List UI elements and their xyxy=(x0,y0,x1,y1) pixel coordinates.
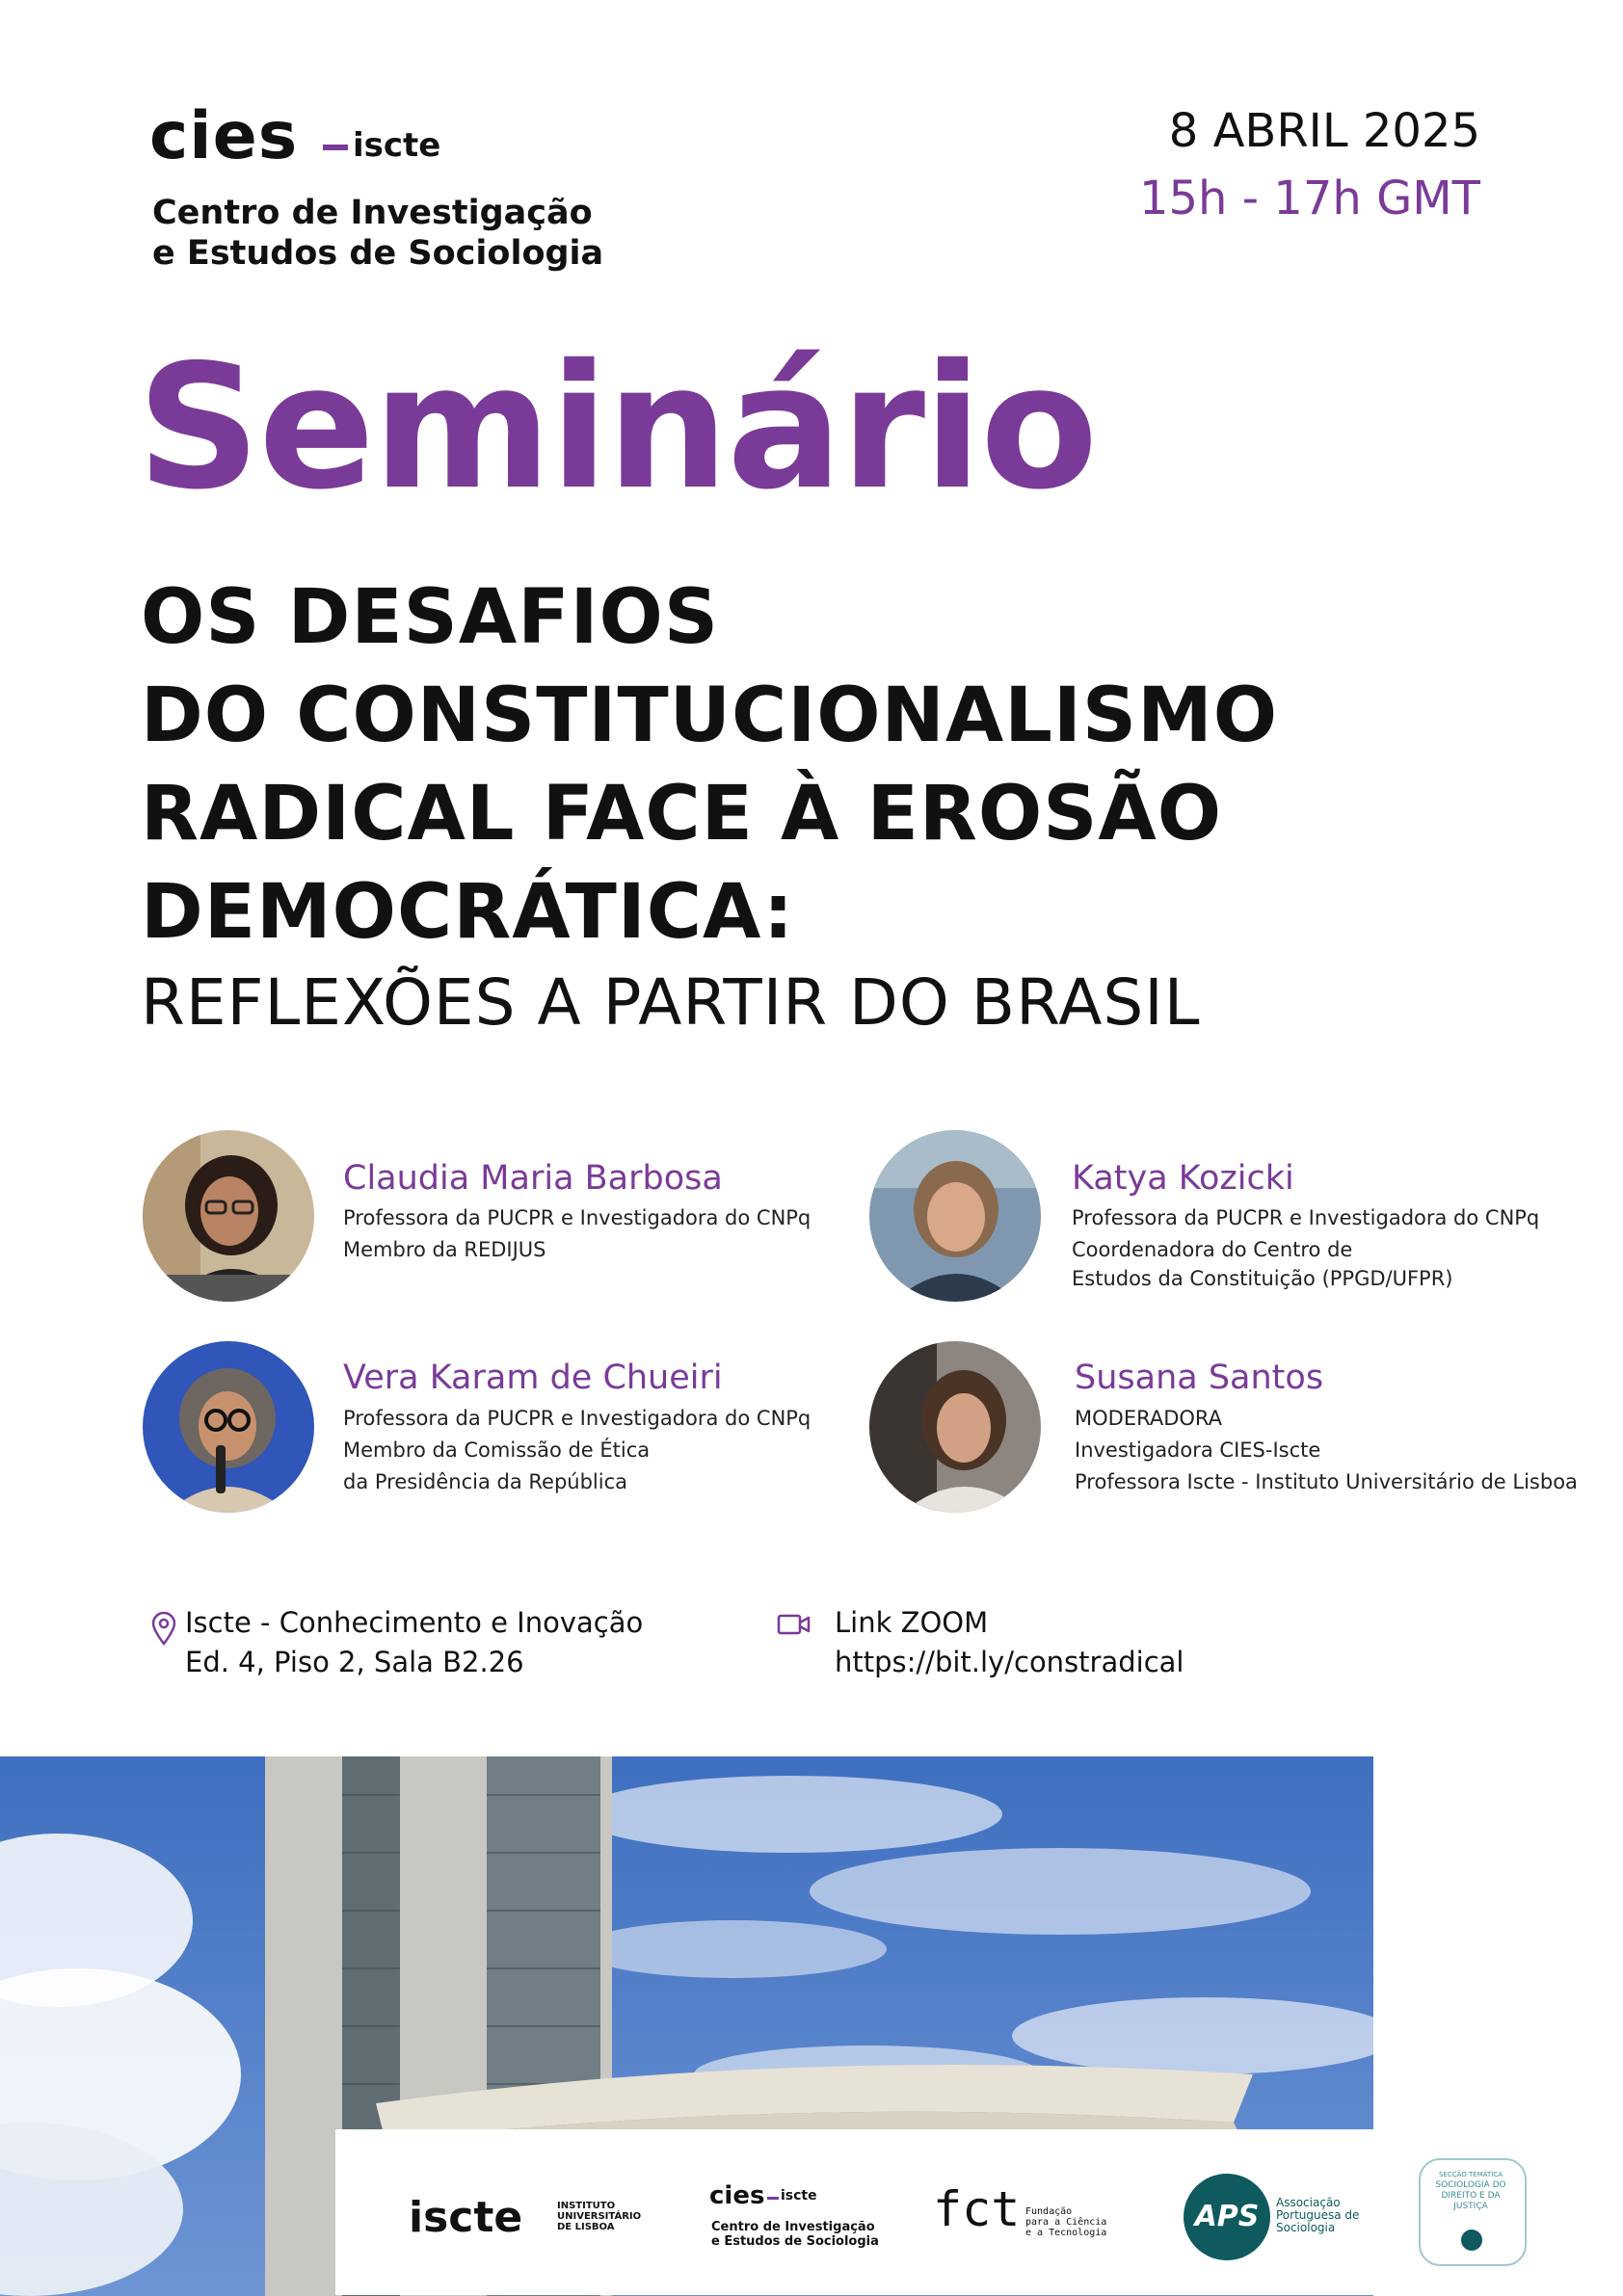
logo-sub-line: Fundação xyxy=(1025,2206,1073,2217)
title-line: DO CONSTITUCIONALISMO xyxy=(141,673,1279,759)
org-name-line1: Centro de Investigação xyxy=(152,194,593,232)
speaker-details xyxy=(343,1403,811,1498)
logo-sub-line: INSTITUTO xyxy=(557,2201,616,2211)
event-time: 15h - 17h GMT xyxy=(1138,172,1480,225)
fct-logo: fct xyxy=(933,2181,1021,2237)
logo-sub-line: e a Tecnologia xyxy=(1025,2228,1107,2238)
speaker-detail-line: Coordenadora do Centro de xyxy=(1072,1238,1353,1261)
speaker-detail-line: Professora Iscte - Instituto Universitário de Lisboa xyxy=(1075,1470,1578,1493)
speaker-detail-line: Professora da PUCPR e Investigadora do CNPq xyxy=(343,1407,812,1430)
cies-logo-subtitle xyxy=(711,2220,879,2249)
location-line1: Iscte - Conhecimento e Inovação xyxy=(185,1606,644,1639)
speaker-detail-line: Estudos da Constituição (PPGD/UFPR) xyxy=(1072,1267,1453,1290)
speaker-detail-line: da Presidência da República xyxy=(343,1470,628,1493)
partner-logos-bar xyxy=(335,2129,1623,2295)
speaker-name: Vera Karam de Chueiri xyxy=(343,1359,723,1397)
logo-sub-line: JUSTIÇA xyxy=(1453,2202,1488,2211)
speaker-detail-line: MODERADORA xyxy=(1075,1407,1222,1430)
event-date: 8 ABRIL 2025 xyxy=(1168,104,1480,158)
avatar-susana xyxy=(869,1341,1041,1513)
title-line: OS DESAFIOS xyxy=(141,574,719,661)
org-name xyxy=(152,193,692,274)
logo-sub-line: Sociologia xyxy=(1276,2221,1336,2234)
logo-sub-line: para a Ciência xyxy=(1025,2217,1107,2228)
event-subtitle: REFLEXÕES A PARTIR DO BRASIL xyxy=(141,965,1201,1040)
speaker-details xyxy=(1072,1202,1539,1291)
avatar-katya xyxy=(869,1130,1041,1302)
iscte-logo-word: iscte xyxy=(353,126,441,165)
logo-sub-line: e Estudos de Sociologia xyxy=(711,2234,879,2249)
zoom-link[interactable]: https://bit.ly/constradical xyxy=(835,1646,1184,1678)
cies-logo: cies xyxy=(709,2181,765,2210)
location-info xyxy=(185,1603,643,1682)
speaker-detail-line: Investigadora CIES-Iscte xyxy=(1075,1438,1321,1462)
aps-logo: APS xyxy=(1194,2200,1260,2233)
logo-sub-line: SECÇÃO TEMÁTICA xyxy=(1438,2171,1503,2178)
video-camera-icon xyxy=(777,1613,812,1640)
logo-sub-line: UNIVERSITÁRIO xyxy=(557,2211,642,2222)
speaker-detail-line: Membro da Comissão de Ética xyxy=(343,1438,651,1462)
speaker-name: Katya Kozicki xyxy=(1072,1159,1294,1198)
aps-mini-icon xyxy=(1461,2230,1482,2251)
fct-logo-subtitle xyxy=(1025,2206,1106,2238)
speaker-name: Claudia Maria Barbosa xyxy=(343,1159,723,1198)
logo-sub-line: DE LISBOA xyxy=(557,2222,615,2232)
logo-sub-line: Centro de Investigação xyxy=(711,2220,875,2234)
speaker-detail-line: Professora da PUCPR e Investigadora do CNPq xyxy=(1072,1206,1540,1229)
location-line2: Ed. 4, Piso 2, Sala B2.26 xyxy=(185,1646,524,1678)
map-pin-icon xyxy=(150,1611,177,1649)
cies-logo-word: cies xyxy=(149,98,299,174)
avatar-claudia xyxy=(143,1130,314,1302)
speaker-name: Susana Santos xyxy=(1075,1359,1324,1397)
speaker-details xyxy=(343,1202,811,1266)
logo-sub-line: SOCIOLOGIA DO xyxy=(1435,2180,1506,2190)
title-line: DEMOCRÁTICA: xyxy=(141,869,795,956)
logo-sub-line: Portuguesa de xyxy=(1276,2208,1360,2222)
logo-sub-line: DIREITO E DA xyxy=(1441,2191,1501,2201)
seminario-heading: Seminário xyxy=(137,328,1097,527)
org-name-line2: e Estudos de Sociologia xyxy=(152,234,604,273)
cies-logo-iscte: iscte xyxy=(781,2188,817,2204)
logo-sub-line: Associação xyxy=(1276,2196,1341,2209)
seccao-tematica-text xyxy=(1421,2170,1521,2212)
logo-underscore xyxy=(323,145,348,150)
aps-logo-subtitle xyxy=(1276,2197,1359,2234)
speaker-detail-line: Professora da PUCPR e Investigadora do CNPq xyxy=(343,1206,812,1229)
zoom-info xyxy=(835,1603,1184,1682)
iscte-logo-subtitle xyxy=(557,2201,641,2232)
iscte-logo: iscte xyxy=(409,2193,523,2242)
avatar-vera xyxy=(143,1341,314,1513)
cies-logo-underscore xyxy=(767,2197,779,2200)
title-line: RADICAL FACE À EROSÃO xyxy=(141,771,1223,858)
event-title xyxy=(141,568,1490,962)
speaker-detail-line: Membro da REDIJUS xyxy=(343,1238,546,1261)
zoom-label: Link ZOOM xyxy=(835,1606,989,1639)
speaker-details xyxy=(1075,1403,1578,1498)
